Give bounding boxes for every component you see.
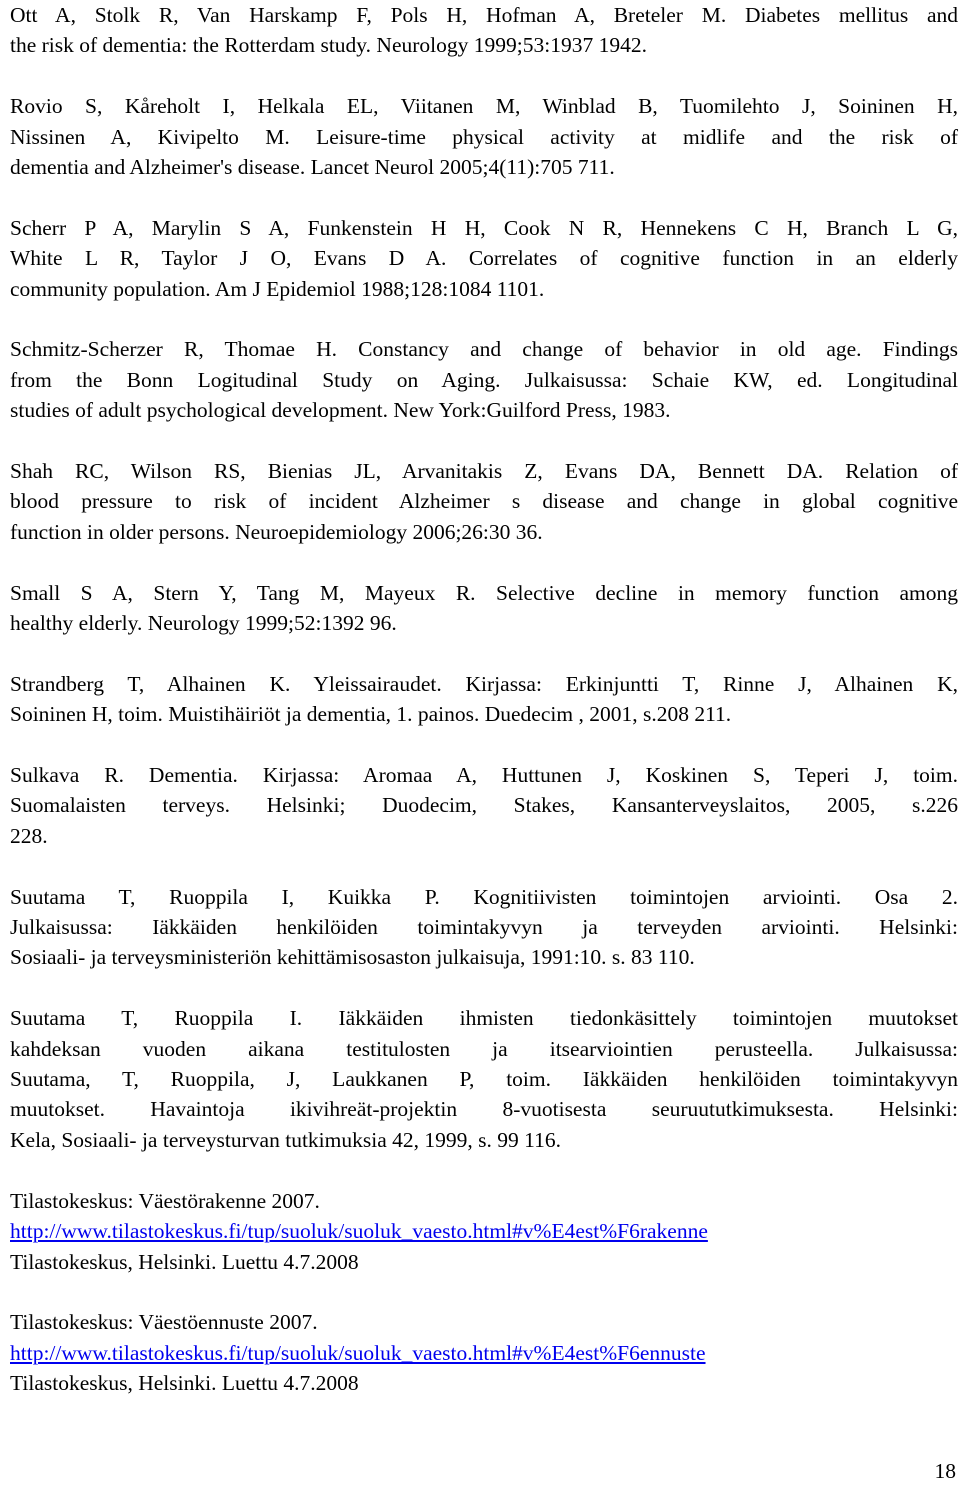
page-number: 18: [934, 1459, 956, 1483]
web-reference-link[interactable]: http://www.tilastokeskus.fi/tup/suoluk/suoluk_vaesto.html#v%E4est%F6ennuste: [10, 1340, 706, 1365]
reference-line: White L R, Taylor J O, Evans D A. Correlates of cognitive function in an elderly: [10, 246, 958, 271]
reference-line: Strandberg T, Alhainen K. Yleissairaudet. Kirjassa: Erkinjuntti T, Rinne J, Alhainen K,: [10, 671, 958, 696]
reference-line: Suutama T, Ruoppila I. Iäkkäiden ihmisten tiedonkäsittely toimintojen muutokset: [10, 1006, 958, 1031]
reference-line: Shah RC, Wilson RS, Bienias JL, Arvanitakis Z, Evans DA, Bennett DA. Relation of: [10, 459, 958, 484]
web-reference-title: Tilastokeskus: Väestöennuste 2007.: [10, 1310, 318, 1335]
web-reference-link[interactable]: http://www.tilastokeskus.fi/tup/suoluk/suoluk_vaesto.html#v%E4est%F6rakenne: [10, 1219, 708, 1244]
reference-entry: [10, 882, 958, 973]
reference-entry: [10, 760, 958, 851]
reference-line: function in older persons. Neuroepidemiology 2006;26:30 36.: [10, 519, 543, 544]
reference-line: Nissinen A, Kivipelto M. Leisure-time physical activity at midlife and the risk of: [10, 124, 958, 149]
web-reference-publisher: Tilastokeskus, Helsinki. Luettu 4.7.2008: [10, 1249, 359, 1274]
reference-line: community population. Am J Epidemiol 1988;128:1084 1101.: [10, 276, 545, 301]
reference-line: Soininen H, toim. Muistihäiriöt ja dementia, 1. painos. Duedecim , 2001, s.208 211.: [10, 702, 732, 727]
reference-line: the risk of dementia: the Rotterdam study. Neurology 1999;53:1937 1942.: [10, 33, 647, 58]
reference-entry: [10, 91, 958, 182]
web-reference-entry: [10, 1186, 958, 1277]
reference-line: Rovio S, Kåreholt I, Helkala EL, Viitanen M, Winblad B, Tuomilehto J, Soininen H,: [10, 94, 958, 119]
reference-entry: [10, 1003, 958, 1155]
web-reference-title: Tilastokeskus: Väestörakenne 2007.: [10, 1188, 320, 1213]
reference-line: Scherr P A, Marylin S A, Funkenstein H H, Cook N R, Hennekens C H, Branch L G,: [10, 215, 958, 240]
reference-entry: [10, 213, 958, 304]
reference-entry: [10, 669, 958, 730]
reference-line: kahdeksan vuoden aikana testitulosten ja itsearviointien perusteella. Julkaisussa:: [10, 1036, 958, 1061]
reference-line: Suutama, T, Ruoppila, J, Laukkanen P, toim. Iäkkäiden henkilöiden toimintakyvyn: [10, 1067, 958, 1092]
reference-line: Schmitz-Scherzer R, Thomae H. Constancy and change of behavior in old age. Findings: [10, 337, 958, 362]
reference-line: Ott A, Stolk R, Van Harskamp F, Pols H, Hofman A, Breteler M. Diabetes mellitus and: [10, 3, 958, 27]
reference-entry: [10, 578, 958, 639]
reference-line: Sulkava R. Dementia. Kirjassa: Aromaa A, Huttunen J, Koskinen S, Teperi J, toim.: [10, 763, 958, 788]
reference-entry: [10, 456, 958, 547]
reference-line: Julkaisussa: Iäkkäiden henkilöiden toimintakyvyn ja terveyden arviointi. Helsinki:: [10, 915, 958, 940]
reference-line: dementia and Alzheimer's disease. Lancet Neurol 2005;4(11):705 711.: [10, 155, 615, 180]
reference-line: 228.: [10, 823, 48, 848]
reference-line: Kela, Sosiaali- ja terveysturvan tutkimuksia 42, 1999, s. 99 116.: [10, 1127, 561, 1152]
reference-list: [10, 0, 958, 1429]
reference-entry: [10, 334, 958, 425]
web-reference-publisher: Tilastokeskus, Helsinki. Luettu 4.7.2008: [10, 1371, 359, 1396]
reference-line: from the Bonn Logitudinal Study on Aging. Julkaisussa: Schaie KW, ed. Longitudinal: [10, 367, 958, 392]
reference-line: Suutama T, Ruoppila I, Kuikka P. Kognitiivisten toimintojen arviointi. Osa 2.: [10, 884, 958, 909]
reference-line: Sosiaali- ja terveysministeriön kehittämisosaston julkaisuja, 1991:10. s. 83 110.: [10, 945, 695, 970]
reference-line: Suomalaisten terveys. Helsinki; Duodecim, Stakes, Kansanterveyslaitos, 2005, s.226: [10, 793, 958, 818]
reference-line: muutokset. Havaintoja ikivihreät-projektin 8-vuotisesta seuruututkimuksesta. Helsinki:: [10, 1097, 958, 1122]
reference-line: Small S A, Stern Y, Tang M, Mayeux R. Selective decline in memory function among: [10, 580, 958, 605]
reference-line: studies of adult psychological development. New York:Guilford Press, 1983.: [10, 398, 671, 423]
reference-line: healthy elderly. Neurology 1999;52:1392 96.: [10, 611, 397, 636]
reference-entry: [10, 0, 958, 61]
reference-line: blood pressure to risk of incident Alzheimer s disease and change in global cognitive: [10, 489, 958, 514]
web-reference-entry: [10, 1307, 958, 1398]
